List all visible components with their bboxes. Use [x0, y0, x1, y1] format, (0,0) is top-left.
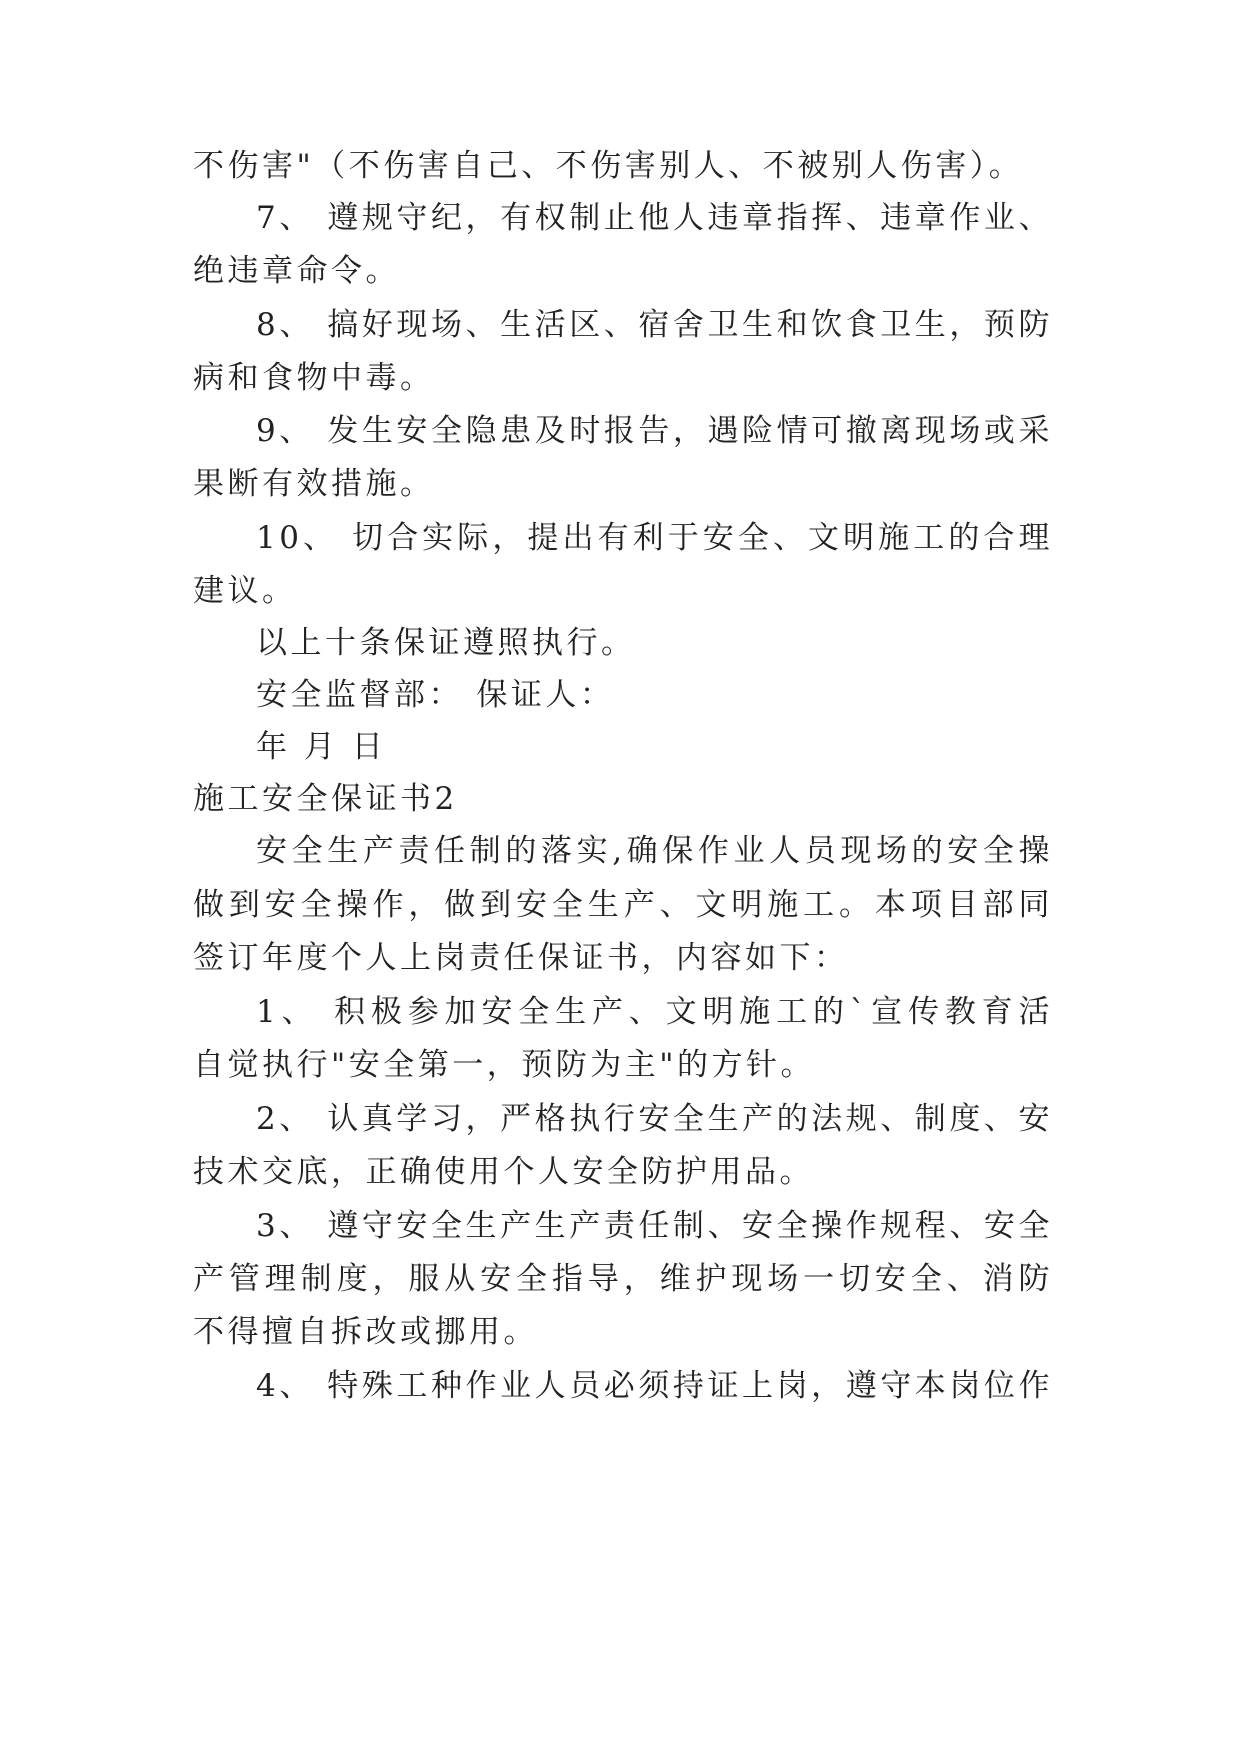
text-line: 2、 认真学习，严格执行安全生产的法规、制度、安: [256, 1101, 1053, 1137]
text-line: 9、 发生安全隐患及时报告，遇险情可撤离现场或采: [256, 413, 1053, 449]
text-line: 自觉执行"安全第一，预防为主"的方针。: [193, 1047, 816, 1083]
text-line: 安全生产责任制的落实,确保作业人员现场的安全操: [256, 833, 1053, 869]
text-line: 做到安全操作，做到安全生产、文明施工。本项目部同: [193, 887, 1053, 923]
text-line: 不伤害"（不伤害自己、不伤害别人、不被别人伤害）。: [193, 148, 1024, 184]
text-line: 技术交底，正确使用个人安全防护用品。: [193, 1154, 814, 1190]
text-line: 3、 遵守安全生产生产责任制、安全操作规程、安全: [256, 1208, 1053, 1244]
text-line: 产管理制度，服从安全指导，维护现场一切安全、消防: [193, 1261, 1053, 1297]
text-line: 7、 遵规守纪，有权制止他人违章指挥、违章作业、: [256, 200, 1053, 236]
section-title: 施工安全保证书2: [193, 781, 458, 817]
text-line: 安全监督部： 保证人：: [256, 677, 615, 713]
text-line: 1、 积极参加安全生产、文明施工的`宣传教育活: [256, 994, 1053, 1030]
text-line: 果断有效措施。: [193, 466, 435, 502]
text-line: 绝违章命令。: [193, 253, 400, 289]
text-line: 4、 特殊工种作业人员必须持证上岗，遵守本岗位作: [256, 1368, 1053, 1404]
text-line: 10、 切合实际，提出有利于安全、文明施工的合理: [256, 520, 1053, 556]
text-line: 签订年度个人上岗责任保证书，内容如下：: [193, 940, 849, 976]
text-line: 不得擅自拆改或挪用。: [193, 1314, 538, 1350]
text-line: 年 月 日: [256, 729, 387, 765]
text-line: 8、 搞好现场、生活区、宿舍卫生和饮食卫生，预防: [256, 307, 1053, 343]
text-line: 病和食物中毒。: [193, 360, 435, 396]
text-line: 建议。: [193, 573, 297, 609]
text-line: 以上十条保证遵照执行。: [256, 625, 636, 661]
